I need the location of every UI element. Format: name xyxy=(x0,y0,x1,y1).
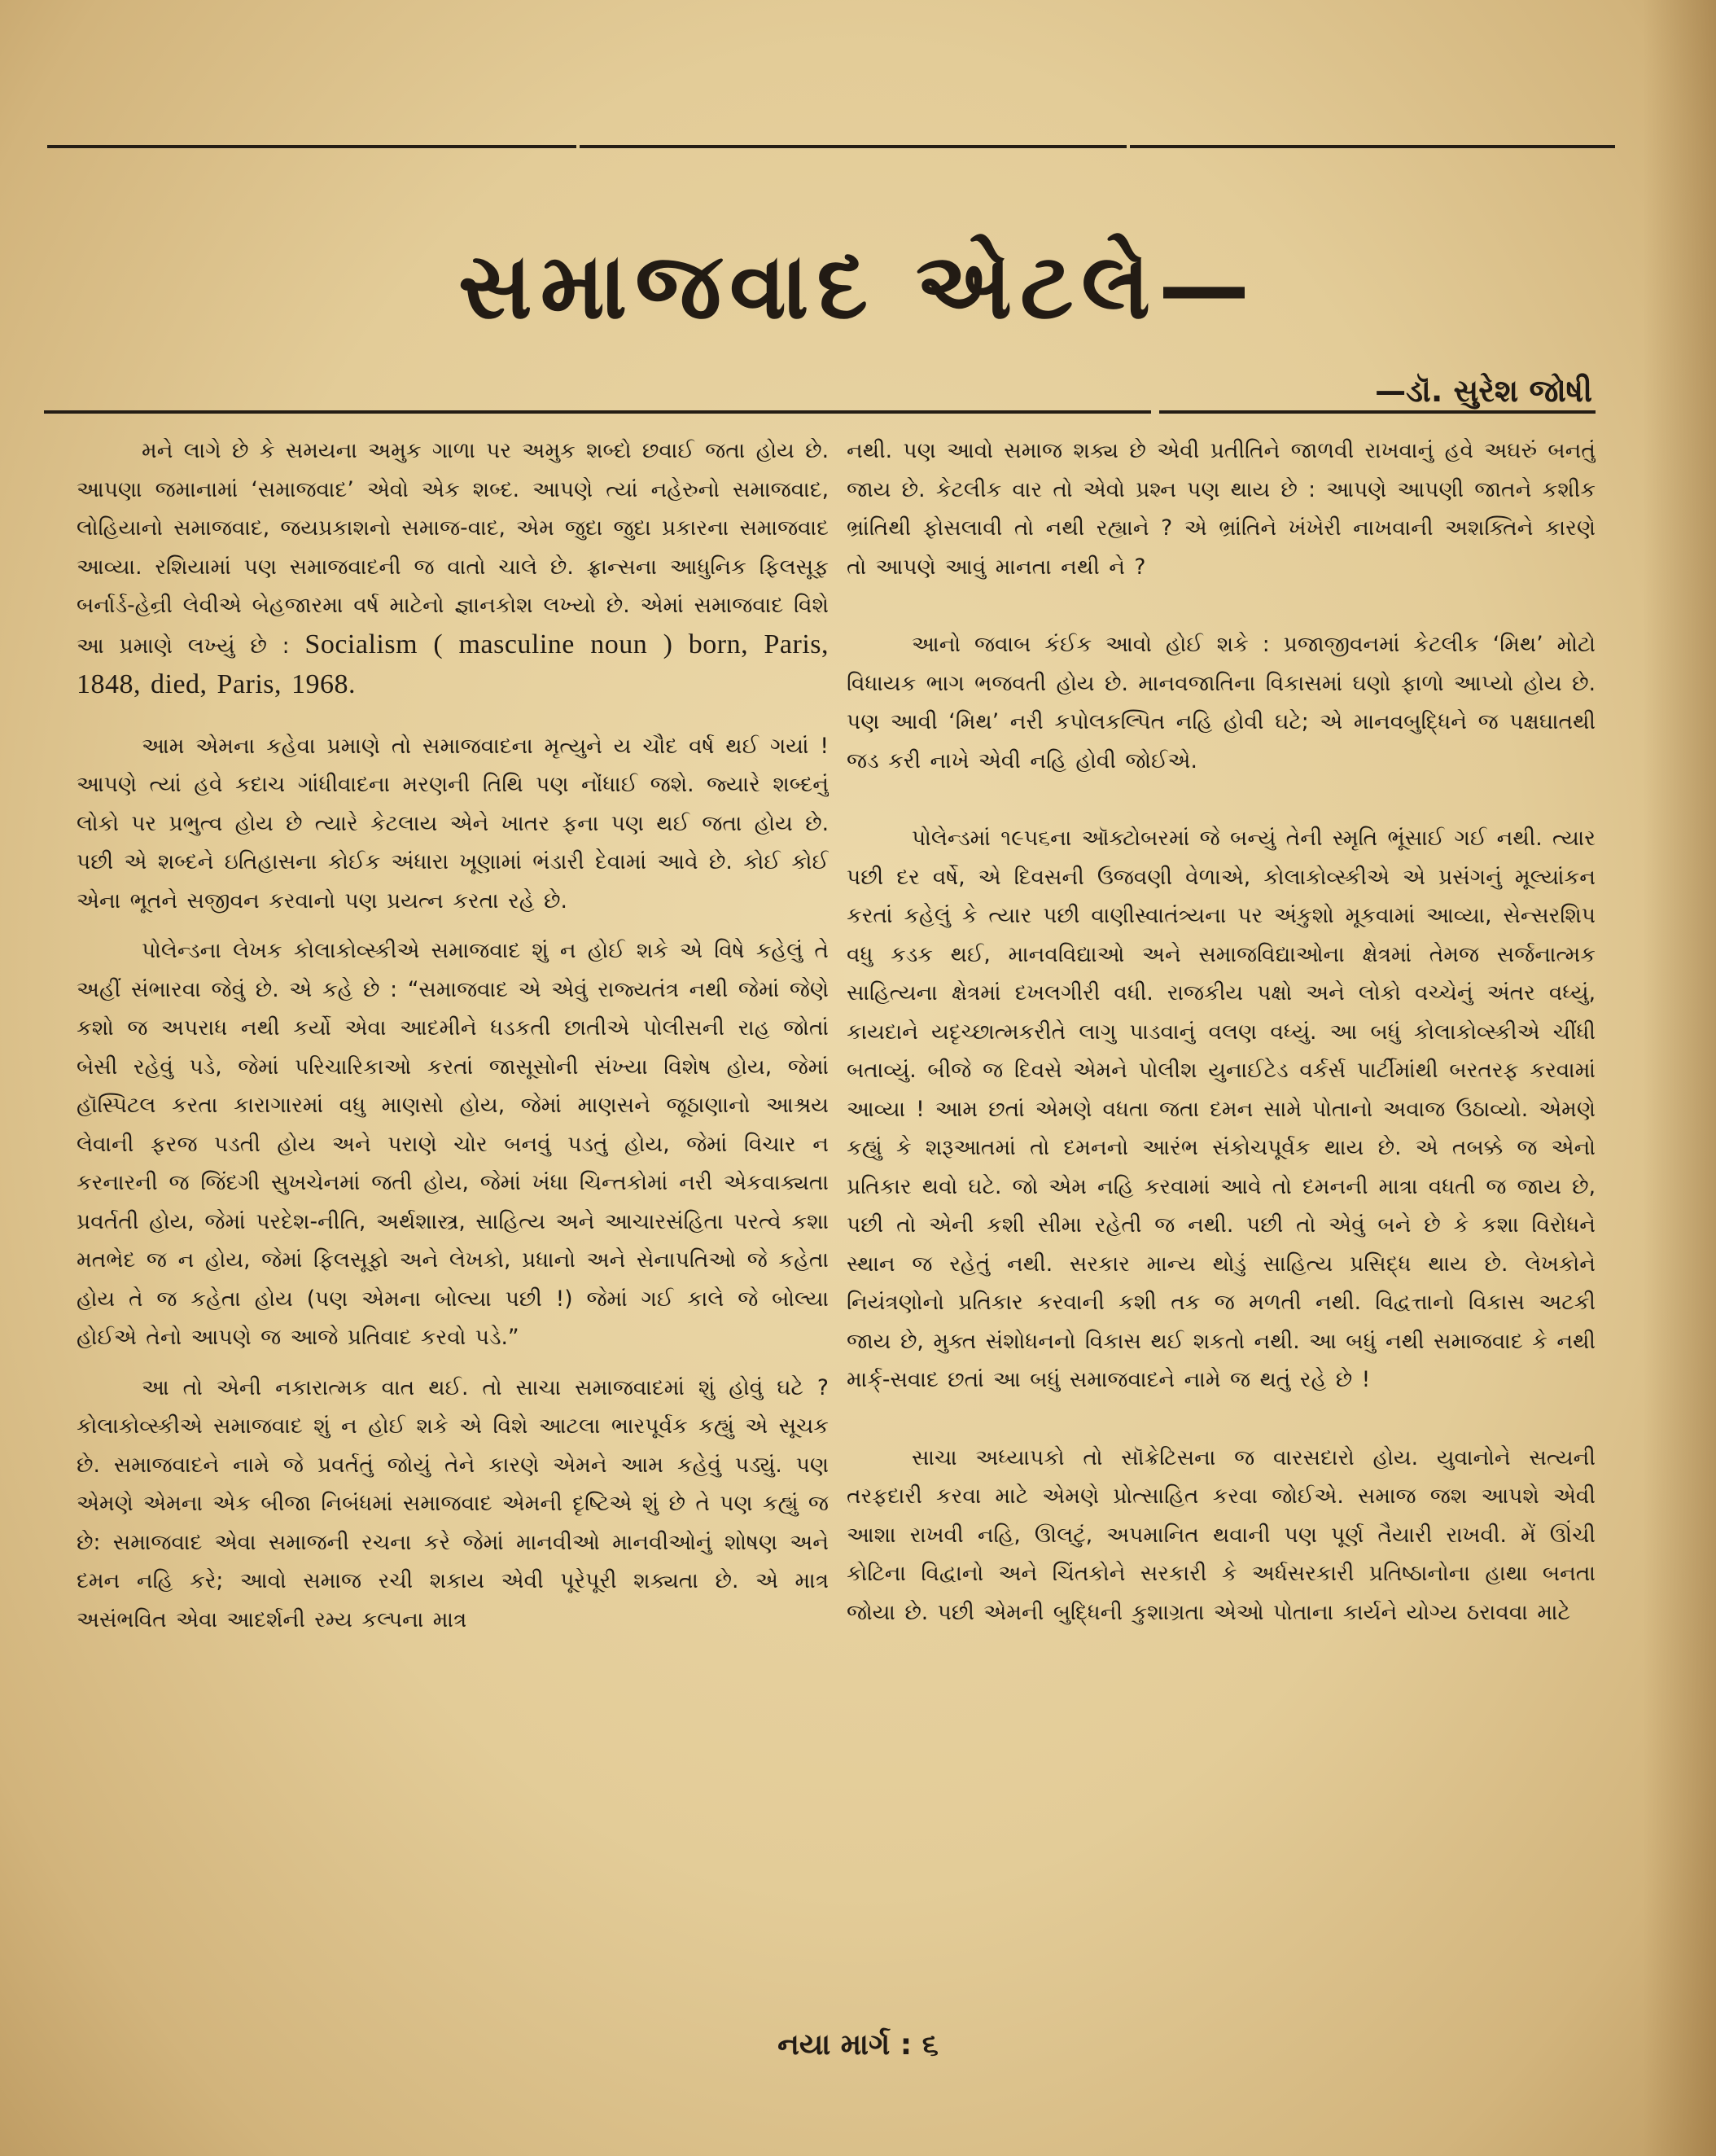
paragraph-text: મને લાગે છે કે સમયના અમુક ગાળા પર અમુક શબ્દો છવાઈ જતા હોય છે. આપણા જમાનામાં ‘સમાજવાદ’ એવો એક શબ્દ. આપણે ત્યાં નહેરુનો સમાજવાદ, લોહિયાનો સમાજવાદ, જયપ્રકાશનો સમાજ-વાદ, એમ જુદા જુદા પ્રકારના સમાજવાદ આવ્યા. રશિયામાં પણ સમાજવાદની જ વાતો ચાલે છે. ફ્રાન્સના આધુનિક ફિલસૂફ બર્નાર્ડ-હેન્રી લેવીએ બેહજારમા વર્ષ માટેનો જ્ઞાનકોશ લખ્યો છે. એમાં સમાજવાદ વિશે આ પ્રમાણે લખ્યું છે : xyxy=(77,438,829,659)
top-rule xyxy=(1130,145,1615,148)
paragraph: પોલેન્ડમાં ૧૯૫૬ના ઑક્ટોબરમાં જે બન્યું તેની સ્મૃતિ ભૂંસાઈ ગઈ નથી. ત્યાર પછી દર વર્ષે, એ દિવસની ઉજવણી વેળાએ, કોલાકોવ્સ્કીએ એ પ્રસંગનું મૂલ્યાંકન કરતાં કહેલું કે ત્યાર પછી વાણીસ્વાતંત્ર્યના પર અંકુશો મૂકવામાં આવ્યા, સેન્સરશિપ વધુ કડક થઈ, માનવવિદ્યાઓ અને સમાજવિદ્યાઓના ક્ષેત્રમાં તેમજ સર્જનાત્મક સાહિત્યના ક્ષેત્રમાં દખલગીરી વધી. રાજકીય પક્ષો અને લોકો વચ્ચેનું અંતર વધ્યું, કાયદાને યદૃચ્છાત્મકરીતે લાગુ પાડવાનું વલણ વધ્યું. આ બધું કોલાકોવ્સ્કીએ ચીંધી બતાવ્યું. બીજે જ દિવસે એમને પોલીશ યુનાઈટેડ વર્કર્સ પાર્ટીમાંથી બરતરફ કરવામાં આવ્યા ! આમ છતાં એમણે વધતા જતા દમન સામે પોતાનો અવાજ ઉઠાવ્યો. એમણે કહ્યું કે શરૂઆતમાં તો દમનનો આરંભ સંકોચપૂર્વક થાય છે. એ તબક્કે જ એનો પ્રતિકાર થવો ઘટે. જો એમ નહિ કરવામાં આવે તો દમનની માત્રા વધતી જ જાય છે, પછી તો એની કશી સીમા રહેતી જ નથી. પછી તો એવું બને છે કે કશા વિરોધને સ્થાન જ રહેતું નથી. સરકાર માન્ય થોડું સાહિત્ય પ્રસિદ્ધ થાય છે. લેખકોને નિયંત્રણોનો પ્રતિકાર કરવાની કશી તક જ મળતી નથી. વિદ્વત્તાનો વિકાસ અટકી જાય છે, મુક્ત સંશોધનનો વિકાસ થઈ શકતો નથી. આ બધું નથી સમાજવાદ કે નથી માર્ક્-સવાદ છતાં આ બધું સમાજવાદને નામે જ થતું રહે છે ! xyxy=(847,826,1596,1392)
paragraph xyxy=(77,432,829,706)
paragraph: આનો જવાબ કંઈક આવો હોઈ શકે : પ્રજાજીવનમાં કેટલીક ‘મિથ’ મોટો વિધાયક ભાગ ભજવતી હોય છે. માનવજાતિના વિકાસમાં ઘણો ફાળો આપ્યો હોય છે. પણ આવી ‘મિથ’ નરી કપોલકલ્પિત નહિ હોવી ઘટે; એ માનવબુદ્ધિને જ પક્ષઘાતથી જડ કરી નાખે એવી નહિ હોવી જોઈએ. xyxy=(847,632,1596,773)
article-author: —ડૉ. સુરેશ જોષી xyxy=(1375,373,1592,409)
top-rule xyxy=(47,145,576,148)
paragraph: આ તો એની નકારાત્મક વાત થઈ. તો સાચા સમાજવાદમાં શું હોવું ઘટે ? કોલાકોવ્સ્કીએ સમાજવાદ શું ન હોઈ શકે એ વિશે આટલા ભારપૂર્વક કહ્યું એ સૂચક છે. સમાજવાદને નામે જે પ્રવર્તતું જોયું તેને કારણે એમને આમ કહેવું પડ્યું. પણ એમણે એમના એક બીજા નિબંધમાં સમાજવાદ એમની દૃષ્ટિએ શું છે તે પણ કહ્યું જ છે: સમાજવાદ એવા સમાજની રચના કરે જેમાં માનવીઓ માનવીઓનું શોષણ અને દમન નહિ કરે; આવો સમાજ રચી શકાય એવી પૂરેપૂરી શક્યતા છે. એ માત્ર અસંભવિત એવા આદર્શની રમ્ય કલ્પના માત્ર xyxy=(77,1374,829,1632)
header-rule xyxy=(1159,410,1596,414)
left-column xyxy=(77,432,829,1979)
encyclopedia-quote: Socialism ( masculine noun ) born, Paris, 1848, died, Paris, 1968. xyxy=(77,629,829,699)
right-column xyxy=(847,432,1596,1979)
article-title: સમાજવાદ એટલે— xyxy=(457,234,1259,340)
page-footer: નયા માર્ગ : ૬ xyxy=(777,2028,939,2062)
paragraph: સાચા અધ્યાપકો તો સૉક્રેટિસના જ વારસદારો હોય. યુવાનોને સત્યની તરફદારી કરવા માટે એમણે પ્રોત્સાહિત કરવા જોઈએ. સમાજ જશ આપશે એવી આશા રાખવી નહિ, ઊલટું, અપમાનિત થવાની પણ પૂર્ણ તૈયારી રાખવી. મેં ઊંચી કોટિના વિદ્વાનો અને ચિંતકોને સરકારી કે અર્ધસરકારી પ્રતિષ્ઠાનોના હાથા બનતા જોયા છે. પછી એમની બુદ્ધિની કુશાગ્રતા એઓ પોતાના કાર્યને યોગ્ય ઠરાવવા માટે xyxy=(847,1444,1596,1625)
header-rule xyxy=(44,410,1151,414)
paragraph: નથી. પણ આવો સમાજ શક્ય છે એવી પ્રતીતિને જાળવી રાખવાનું હવે અઘરું બનતું જાય છે. કેટલીક વાર તો એવો પ્રશ્ન પણ થાય છે : આપણે આપણી જાતને કશીક ભ્રાંતિથી ફોસલાવી તો નથી રહ્યાને ? એ ભ્રાંતિને ખંખેરી નાખવાની અશક્તિને કારણે તો આપણે આવું માનતા નથી ને ? xyxy=(847,438,1596,580)
top-rule xyxy=(580,145,1127,148)
paragraph: પોલેન્ડના લેખક કોલાકોવ્સ્કીએ સમાજવાદ શું ન હોઈ શકે એ વિષે કહેલું તે અહીં સંભારવા જેવું છે. એ કહે છે : “સમાજવાદ એ એવું રાજ્યતંત્ર નથી જેમાં જેણે કશો જ અપરાધ નથી કર્યો એવા આદમીને ધડકતી છાતીએ પોલીસની રાહ જોતાં બેસી રહેવું પડે, જેમાં પરિચારિકાઓ કરતાં જાસૂસોની સંખ્યા વિશેષ હોય, જેમાં હૉસ્પિટલ કરતા કારાગારમાં વધુ માણસો હોય, જેમાં માણસને જૂઠાણાનો આશ્રય લેવાની ફરજ પડતી હોય અને પરાણે ચોર બનવું પડતું હોય, જેમાં વિચાર ન કરનારની જ જિંદગી સુખચેનમાં જતી હોય, જેમાં ખંધા ચિન્તકોમાં નરી એકવાક્યતા પ્રવર્તતી હોય, જેમાં પરદેશ-નીતિ, અર્થશાસ્ત્ર, સાહિત્ય અને આચારસંહિતા પરત્વે કશા મતભેદ જ ન હોય, જેમાં ફિલસૂફો અને લેખકો, પ્રધાનો અને સેનાપતિઓ જે કહેતા હોય તે જ કહેતા હોય (પણ એમના બોલ્યા પછી !) જેમાં ગઈ કાલે જે બોલ્યા હોઈએ તેનો આપણે જ આજે પ્રતિવાદ કરવો પડે.” xyxy=(77,938,829,1350)
paragraph: આમ એમના કહેવા પ્રમાણે તો સમાજવાદના મૃત્યુને ય ચૌદ વર્ષ થઈ ગયાં ! આપણે ત્યાં હવે કદાચ ગાંધીવાદના મરણની તિથિ પણ નોંધાઈ જશે. જ્યારે શબ્દનું લોકો પર પ્રભુત્વ હોય છે ત્યારે કેટલાય એને ખાતર ફના પણ થઈ જતા હોય છે. પછી એ શબ્દને ઇતિહાસના કોઈક અંધારા ખૂણામાં ભંડારી દેવામાં આવે છે. કોઈ કોઈ એના ભૂતને સજીવન કરવાનો પણ પ્રયત્ન કરતા રહે છે. xyxy=(77,733,829,914)
